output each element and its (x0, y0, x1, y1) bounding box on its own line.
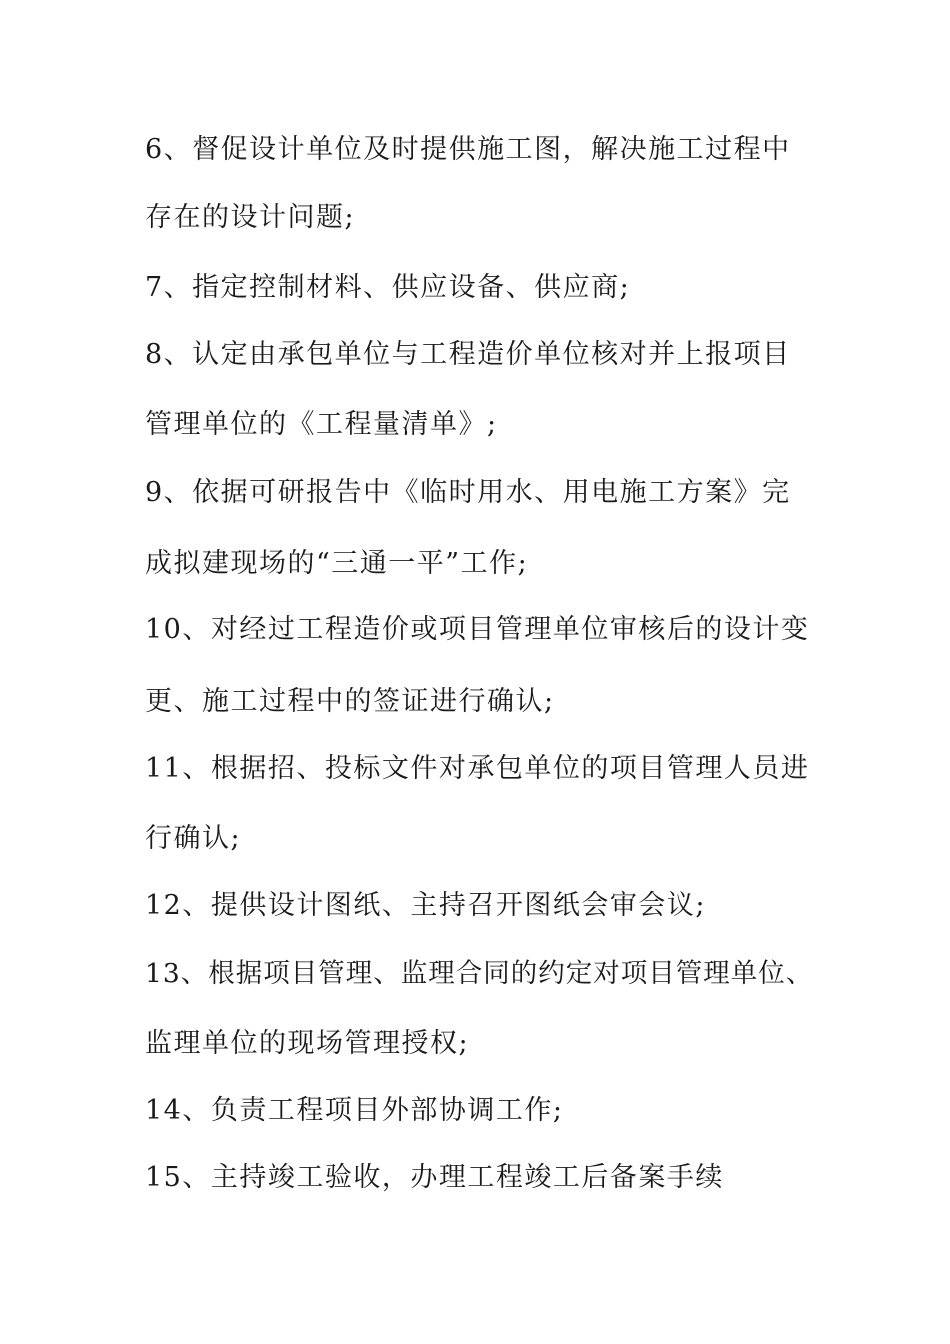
text-line-item-14: 14、负责工程项目外部协调工作; (145, 1095, 564, 1126)
text-line-item-9a: 9、依据可研报告中《临时用水、用电施工方案》完 (145, 477, 791, 508)
text-line-item-15: 15、主持竣工验收，办理工程竣工后备案手续 (145, 1162, 724, 1193)
text-line-item-10b: 更、施工过程中的签证进行确认; (145, 686, 555, 717)
text-line-item-10a: 10、对经过工程造价或项目管理单位审核后的设计变 (145, 614, 810, 645)
text-line-item-13a: 13、根据项目管理、监理合同的约定对项目管理单位、 (145, 958, 814, 989)
text-line-item-6a: 6、督促设计单位及时提供施工图，解决施工过程中 (145, 134, 791, 165)
text-line-item-6b: 存在的设计问题; (145, 202, 356, 233)
text-line-item-7: 7、指定控制材料、供应设备、供应商; (145, 272, 631, 303)
text-line-item-11a: 11、根据招、投标文件对承包单位的项目管理人员进 (145, 753, 810, 784)
text-line-item-8b: 管理单位的《工程量清单》; (145, 409, 498, 440)
text-line-item-13b: 监理单位的现场管理授权; (145, 1028, 470, 1059)
text-line-item-12: 12、提供设计图纸、主持召开图纸会审会议; (145, 890, 706, 921)
text-line-item-11b: 行确认; (145, 823, 242, 854)
text-line-item-8a: 8、认定由承包单位与工程造价单位核对并上报项目 (145, 339, 791, 370)
text-line-item-9b: 成拟建现场的“三通一平”工作; (145, 548, 529, 579)
